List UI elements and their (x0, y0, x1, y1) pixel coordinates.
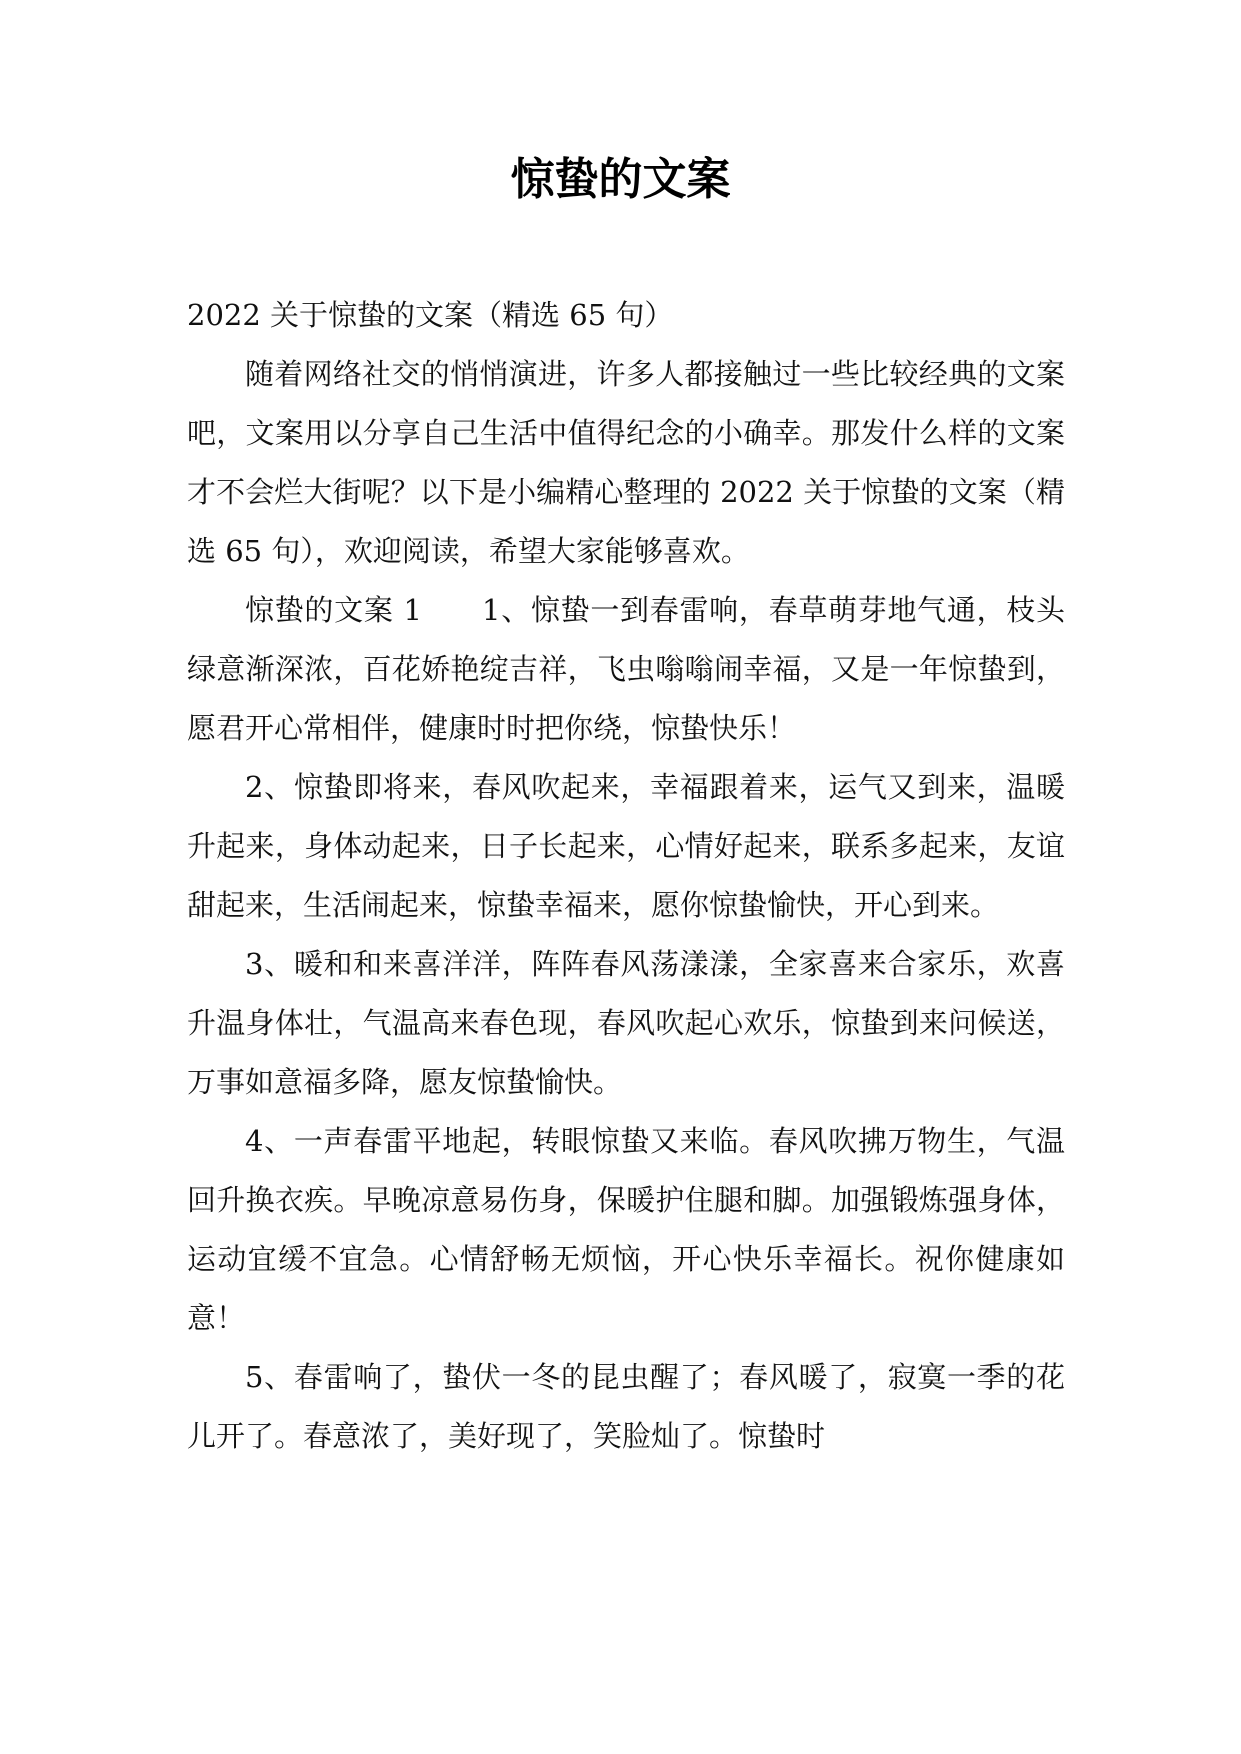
document-body (187, 286, 1065, 1466)
paragraph-item-4: 4、一声春雷平地起，转眼惊蛰又来临。春风吹拂万物生，气温回升换衣疾。早晚凉意易伤身，保暖护住腿和脚。加强锻炼强身体，运动宜缓不宜急。心情舒畅无烦恼，开心快乐幸福长。祝你健康如意！ (187, 1124, 1065, 1335)
paragraph-item-1: 惊蛰的文案 1 1、惊蛰一到春雷响，春草萌芽地气通，枝头绿意渐深浓，百花娇艳绽吉祥，飞虫嗡嗡闹幸福，又是一年惊蛰到，愿君开心常相伴，健康时时把你绕，惊蛰快乐！ (187, 593, 1065, 745)
paragraph-item-2: 2、惊蛰即将来，春风吹起来，幸福跟着来，运气又到来，温暖升起来，身体动起来，日子长起来，心情好起来，联系多起来，友谊甜起来，生活闹起来，惊蛰幸福来，愿你惊蛰愉快，开心到来。 (187, 770, 1065, 922)
document-title: 惊蛰的文案 (510, 154, 731, 205)
paragraph-item-3: 3、暖和和来喜洋洋，阵阵春风荡漾漾，全家喜来合家乐，欢喜升温身体壮，气温高来春色现，春风吹起心欢乐，惊蛰到来问候送，万事如意福多降，愿友惊蛰愉快。 (187, 947, 1065, 1099)
paragraph-item-5: 5、春雷响了，蛰伏一冬的昆虫醒了；春风暖了，寂寞一季的花儿开了。春意浓了，美好现了，笑脸灿了。惊蛰时 (187, 1360, 1065, 1453)
document-subtitle: 2022 关于惊蛰的文案（精选 65 句） (187, 298, 674, 332)
paragraph-intro: 随着网络社交的悄悄演进，许多人都接触过一些比较经典的文案吧，文案用以分享自己生活中值得纪念的小确幸。那发什么样的文案才不会烂大街呢？以下是小编精心整理的 2022 关于惊蛰的文案（精选 65 句），欢迎阅读，希望大家能够喜欢。 (187, 357, 1065, 568)
